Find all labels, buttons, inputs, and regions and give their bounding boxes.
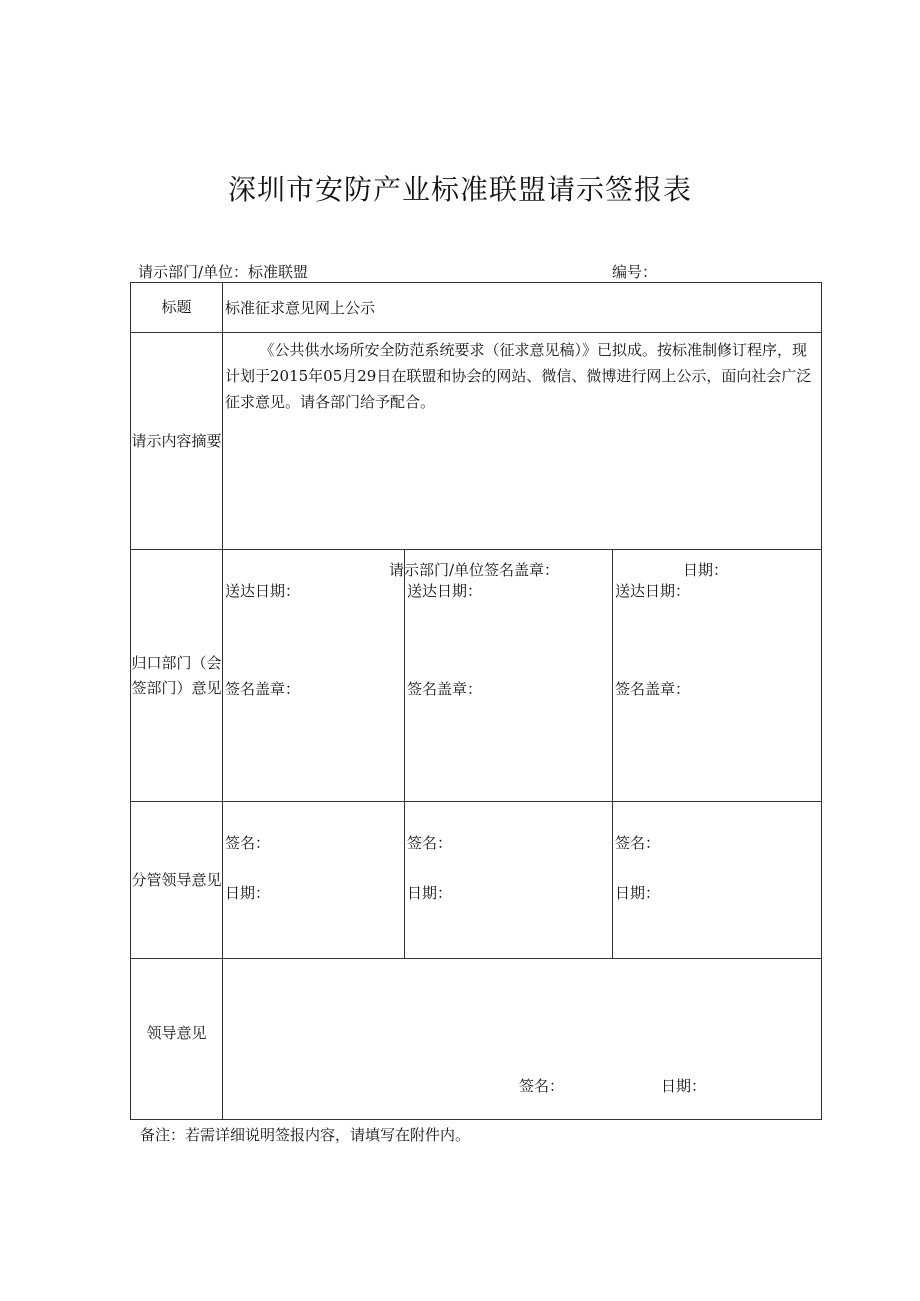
- leader-signature-label: 签名：: [519, 1077, 565, 1095]
- supervisor-opinion-cell[interactable]: [223, 802, 405, 959]
- signature-label: 签名：: [225, 834, 271, 852]
- leader-opinion-cell[interactable]: [223, 959, 822, 1120]
- summary-label: 请示内容摘要: [131, 333, 223, 550]
- department-opinion-row: [131, 550, 822, 802]
- department-signature-label: 请示部门/单位签名盖章：: [389, 561, 560, 579]
- requesting-department: 请示部门/单位：标准联盟: [138, 263, 309, 281]
- received-date-label: 送达日期：: [615, 582, 691, 600]
- leader-opinion-label-text: 领导意见: [146, 1023, 207, 1042]
- supervisor-opinion-row: [131, 802, 822, 959]
- date-label: 日期：: [407, 884, 453, 902]
- department-opinion-cell[interactable]: [223, 550, 405, 802]
- summary-content: 《公共供水场所安全防范系统要求（征求意见稿）》已拟成。按标准制修订程序，现计划于2015年05月29日在联盟和协会的网站、微信、微博进行网上公示，面向社会广泛征求意见。请各部门给予配合。: [225, 341, 812, 411]
- received-date-label: 送达日期：: [407, 582, 483, 600]
- department-opinion-label: 归口部门（会签部门）意见: [131, 550, 223, 802]
- signature-seal-label: 签名盖章：: [615, 680, 691, 698]
- summary-cell[interactable]: [223, 333, 822, 579]
- title-label: 标题: [131, 283, 223, 333]
- summary-row: [131, 333, 822, 550]
- date-label: 日期：: [225, 884, 271, 902]
- supervisor-opinion-cell[interactable]: [405, 802, 613, 959]
- signature-label: 签名：: [615, 834, 661, 852]
- form-title: 深圳市安防产业标准联盟请示签报表: [227, 173, 692, 206]
- title-row: [131, 283, 822, 333]
- leader-date-label: 日期：: [661, 1077, 707, 1095]
- leader-opinion-label: [131, 959, 223, 1120]
- summary-date-label: 日期：: [683, 561, 729, 579]
- request-form-table: [130, 282, 822, 1120]
- date-label: 日期：: [615, 884, 661, 902]
- signature-seal-label: 签名盖章：: [225, 680, 301, 698]
- supervisor-opinion-cell[interactable]: [613, 802, 822, 959]
- signature-seal-label: 签名盖章：: [407, 680, 483, 698]
- received-date-label: 送达日期：: [225, 582, 301, 600]
- leader-opinion-row: [131, 959, 822, 1120]
- title-value[interactable]: 标准征求意见网上公示: [223, 283, 822, 333]
- department-opinion-cell[interactable]: [613, 550, 822, 802]
- footnote: 备注：若需详细说明签报内容，请填写在附件内。: [140, 1126, 471, 1144]
- department-opinion-cell[interactable]: [405, 550, 613, 802]
- supervisor-opinion-label: 分管领导意见: [131, 802, 223, 959]
- signature-label: 签名：: [407, 834, 453, 852]
- form-number-label: 编号：: [612, 263, 658, 281]
